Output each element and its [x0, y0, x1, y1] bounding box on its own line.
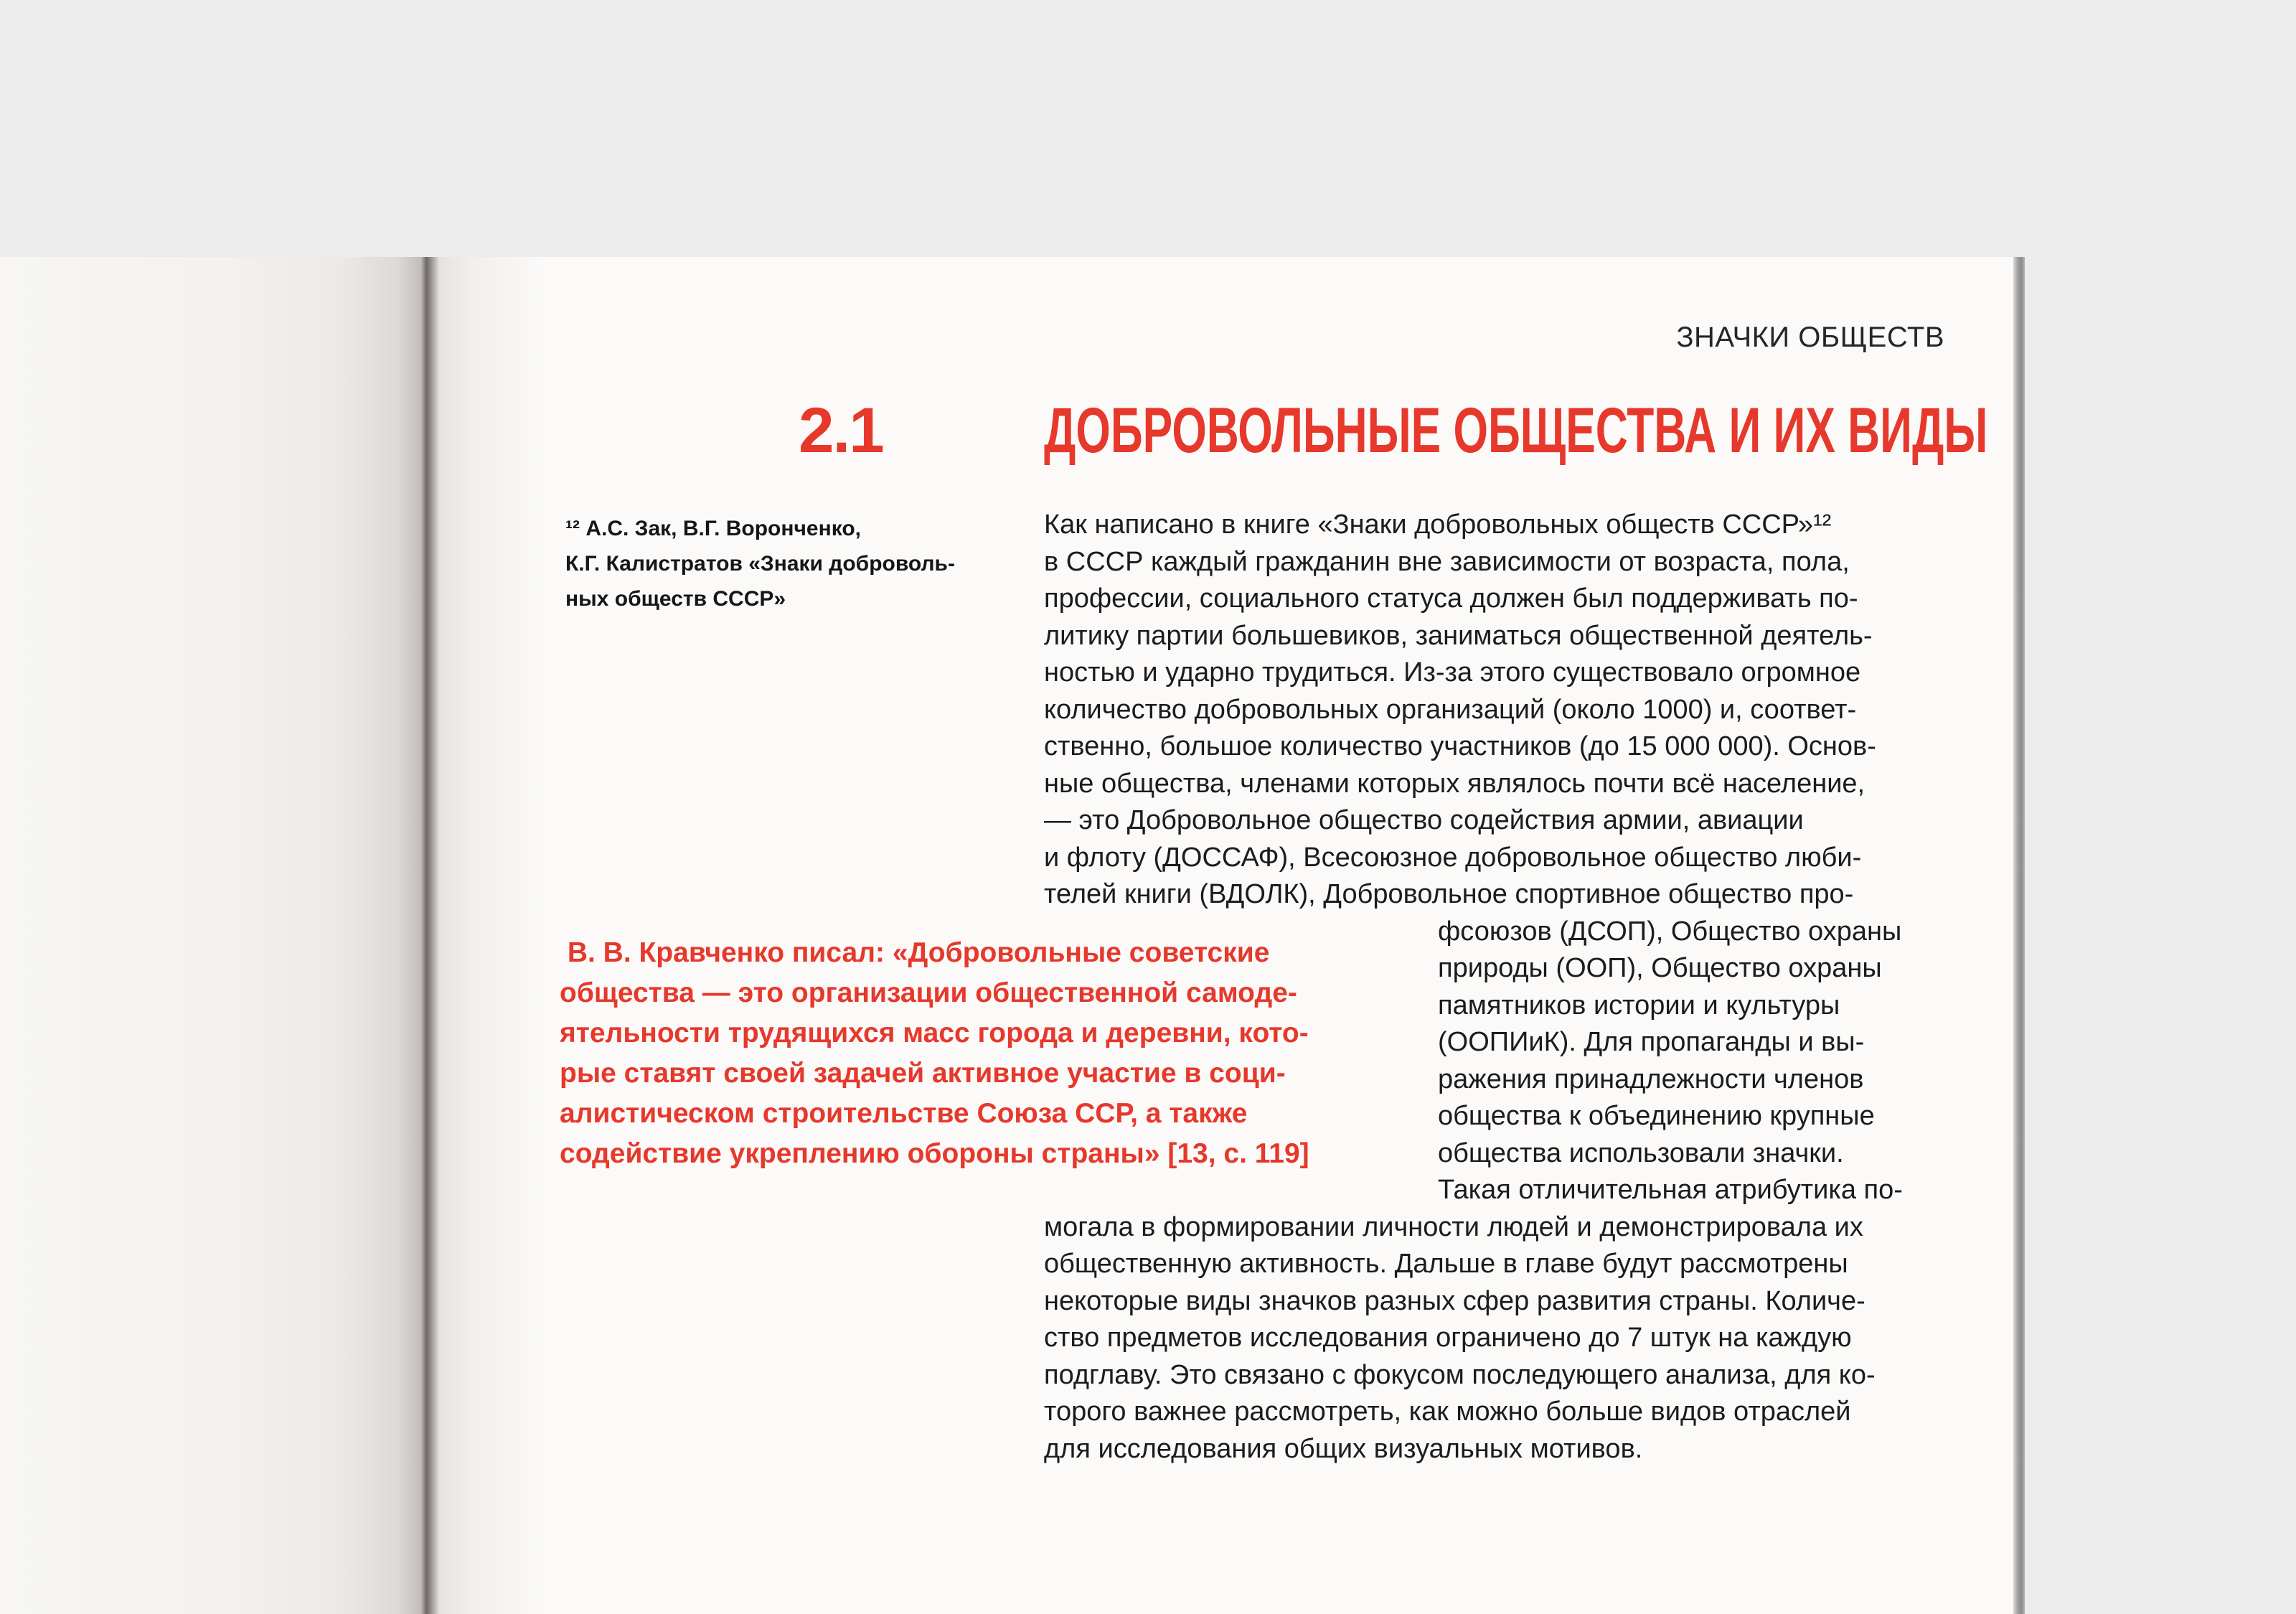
footnote-line: ных обществ СССР» — [565, 587, 786, 611]
body-text-line: в СССР каждый гражданин вне зависимости от возраста, пола, — [1044, 546, 1850, 577]
quote-line: алистическом строительстве Союза ССР, а также — [560, 1098, 1248, 1129]
body-text-line: для исследования общих визуальных мотивов. — [1044, 1433, 1643, 1464]
footnote-line: К.Г. Калистратов «Знаки доброволь- — [565, 552, 955, 576]
page-edge — [2013, 257, 2025, 1614]
body-text-line: количество добровольных организаций (около 1000) и, соответ- — [1044, 694, 1857, 725]
quote-line: общества — это организации общественной самоде- — [560, 977, 1297, 1008]
body-text-line: телей книги (ВДОЛК), Добровольное спортивное общество про- — [1044, 879, 1854, 909]
quote-line: рые ставят своей задачей активное участие в соци- — [560, 1058, 1286, 1089]
quote-line: содействие укреплению обороны страны» [13, с. 119] — [560, 1138, 1309, 1169]
body-text-line: природы (ООП), Общество охраны — [1438, 953, 1882, 983]
body-text-line: фсоюзов (ДСОП), Общество охраны — [1438, 916, 1902, 947]
body-text-line: Такая отличительная атрибутика по- — [1438, 1175, 1903, 1205]
quote-block — [560, 933, 1410, 1174]
footnote-citation — [565, 511, 1039, 616]
body-text-line: общественную активность. Дальше в главе будут рассмотрены — [1044, 1249, 1848, 1279]
quote-line: ятельности трудящихся масс города и деревни, кото- — [560, 1018, 1309, 1048]
section-number: 2.1 — [799, 394, 883, 466]
body-text-line: могала в формировании личности людей и демонстрировала их — [1044, 1211, 1863, 1242]
body-text-line: (ООПИиК). Для пропаганды и вы- — [1438, 1027, 1865, 1057]
body-text-line: ражения принадлежности членов — [1438, 1064, 1864, 1094]
footnote-line: ¹² А.С. Зак, В.Г. Воронченко, — [565, 517, 862, 540]
body-text-line: ственно, большое количество участников (до 15 000 000). Основ- — [1044, 731, 1876, 761]
body-text-line: некоторые виды значков разных сфер развития страны. Количе- — [1044, 1285, 1866, 1316]
body-text-line: общества использовали значки. — [1438, 1137, 1844, 1168]
body-text-line: ностью и ударно трудиться. Из-за этого существовало огромное — [1044, 657, 1861, 688]
quote-line: В. В. Кравченко писал: «Добровольные советские — [560, 937, 1270, 968]
spine-shadow — [0, 257, 545, 1614]
body-text-line: памятников истории и культуры — [1438, 990, 1840, 1021]
body-text-line: ные общества, членами которых являлось почти всё население, — [1044, 768, 1866, 799]
section-title: ДОБРОВОЛЬНЫЕ ОБЩЕСТВА И ИХ ВИДЫ — [1044, 394, 1988, 466]
body-text-line: профессии, социального статуса должен был поддерживать по- — [1044, 583, 1858, 614]
body-text-line: общества к объединению крупные — [1438, 1101, 1875, 1131]
running-header: ЗНАЧКИ ОБЩЕСТВ — [1676, 322, 1944, 353]
body-text-line: литику партии большевиков, заниматься общественной деятель- — [1044, 620, 1873, 651]
body-text-line: торого важнее рассмотреть, как можно больше видов отраслей — [1044, 1397, 1851, 1427]
body-text-line: Как написано в книге «Знаки добровольных обществ СССР»¹² — [1044, 510, 1832, 540]
body-text-line: подглаву. Это связано с фокусом последующего анализа, для ко- — [1044, 1359, 1876, 1390]
body-text-line: и флоту (ДОССАФ), Всесоюзное добровольное общество люби- — [1044, 842, 1862, 873]
body-text-line: ство предметов исследования ограничено до 7 штук на каждую — [1044, 1323, 1852, 1353]
body-text-line: — это Добровольное общество содействия армии, авиации — [1044, 805, 1804, 835]
